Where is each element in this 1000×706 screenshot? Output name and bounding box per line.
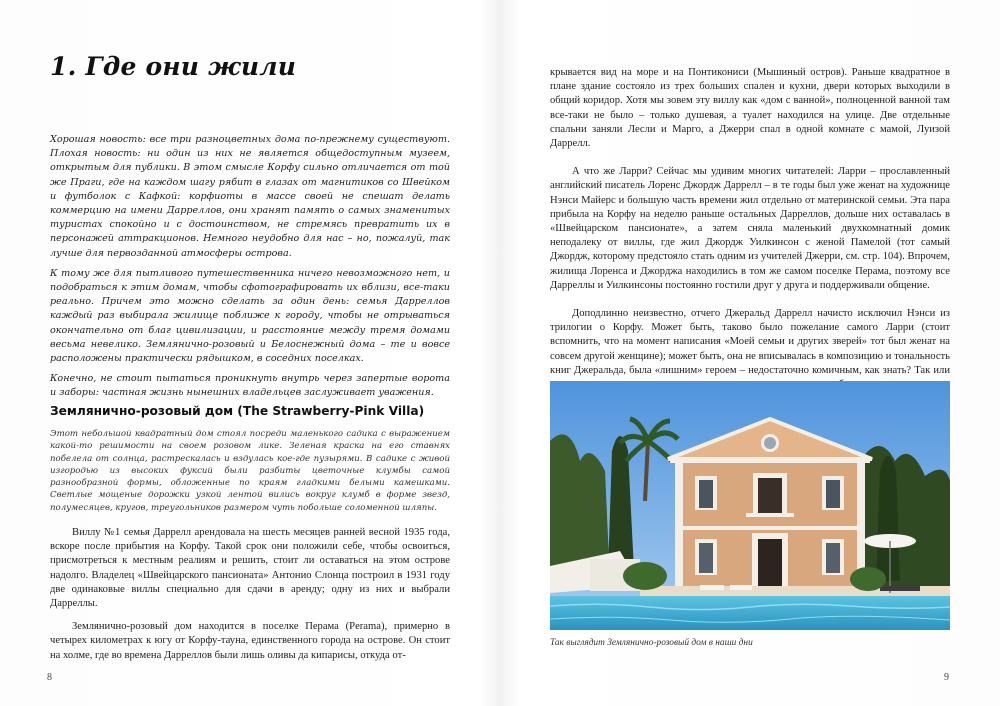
photo-caption: Так выглядит Земляничнo-розовый дом в наши дни	[550, 638, 753, 648]
page-number: 9	[944, 672, 949, 683]
body-paragraph: А что же Ларри? Сейчас мы удивим многих читателей: Ларри – прославленный английский писатель Лоренс Джордж Даррелл – в те годы был уже женат на художнице Нэнси Майерс и большую часть времени жил отдельно от материнской семьи. Эта пара прибыла на Корфу на неделю раньше остальных Дарреллов, дольше них оставалась в «Швейцарском пансионате», а затем сняла маленький двухкомнатный домик неподалеку от виллы, где жил Джордж Уилкинсон с женой Памелой (тот самый Джордж, которому предстояло стать одним из учителей Джерри, см. стр. 104). Впрочем, жилища Лоренса и Джорджа находились в том же самом поселке Перама, поэтому все Дарреллы и Уилкинсоны постоянно гостили друг у друга и поддерживали общение.	[550, 166, 950, 291]
right-body-text	[550, 66, 950, 406]
sun-lounger	[880, 586, 920, 591]
body-paragraph: Виллу №1 семья Даррелл арендовала на шесть месяцев ранней весной 1935 года, вскоре после прибытия на Корфу. Такой срок они положили себе, чтобы освоиться, присмотреться к местным реалиям и решить, стоит ли оставаться на этом острове надолго. Владелец «Швейцарского пансионата» Антонио Слонца построил в 1931 году две одинаковые виллы специально для сдачи в аренду; одну из них и выбрали Дарреллы.	[50, 527, 450, 610]
villa-photo	[550, 381, 950, 630]
intro-paragraph: Хорошая новость: все три разноцветных дома по-прежнему существуют. Плохая новость: ни один из них не является общедоступным музеем, открытым для публики. В этом смысле Корфу сильно отличается от той же Праги, где на каждом шагу рябит в глазах от магнитиков со Швейком и футболок с Кафкой: корфиоты в массе своей не спешат делать коммерцию на имени Дарреллов, они хранят память о самых знаменитых туристах спокойно и с достоинством, не стремясь превратить их в персонажей аттракционов. Немного неудобно для нас – но, пожалуй, так лучше для первозданной атмосферы острова.	[50, 134, 450, 259]
intro-text	[50, 133, 450, 407]
page-number: 8	[47, 672, 52, 683]
section-lead-quote: Этот небольшой квадратный дом стоял посреди маленького садика с выражением какой-то решимости на своем розовом лике. Зеленая краска на его ставнях побелела от солнца, растрескалась и вздулась кое-где пузырями. В садике с живой изгородью из высоких фуксий были разбиты цветочные клумбы самой разнообразной формы, обложенные по краям гладкими белыми камешками. Светлые мощеные дорожки узкой лентой вились вокруг клумб в форме звезд, полумесяцев, кругов, треугольников размером чуть побольше соломенной шляпы.	[50, 429, 450, 513]
chapter-title: 1. Где они жили	[50, 52, 297, 81]
right-page	[500, 0, 1000, 706]
body-paragraph: крывается вид на море и на Понтикониси (Мышиный остров). Раньше квадратное в плане здание состояло из трех больших спален и кухни, двери которых выходили в общий коридор. Хотя мы зовем эту виллу как «дом с ванной», полноценной ванной там все-таки не было – только душевая, а туалет находился на улице. Две отдельные спальни заняли Лесли и Марго, а Джерри спал в одной комнате с мамой, Луизой Даррелл.	[550, 67, 950, 150]
section-heading: Земляничнo-розовый дом (The Strawberry-Pink Villa)	[50, 404, 425, 418]
body-paragraph: Доподлинно неизвестно, отчего Джеральд Даррелл начисто исключил Нэнси из трилогии о Корфу. Может быть, таково было пожелание самого Ларри (стоит вспомнить, что на момент написания «Моей семьи и других зверей» тот был женат на совсем другой женщине); может быть, она не вписывалась в композицию и тональность книг Джеральда, была «лишним» героем – недостаточно комичным, как знать? Так или	[550, 308, 950, 376]
body-paragraph: Земляничнo-розовый дом находится в поселке Перама (Perama), примерно в четырех километрах к югу от Корфу-тауна, единственного города на острове. Он стоит на холме, где во времена Дарреллов были лишь оливы да кипарисы, откуда от-	[50, 621, 450, 661]
intro-paragraph: К тому же для пытливого путешественника ничего невозможного нет, и подобраться к этим домам, чтобы сфотографировать их вблизи, все-таки реально. Причем это можно сделать за один день: семья Дарреллов каждый раз выбирала жилище поближе к городу, чтобы не отрываться окончательно от благ цивилизации, и расстояние между тремя домами весьма невелико. Земляничнo-розовый и Белоснежный дома – те и вовсе расположены практически рядышком, в соседних поселках.	[50, 267, 450, 365]
swimming-pool	[550, 596, 950, 630]
left-body-text	[50, 526, 450, 672]
intro-paragraph: Конечно, не стоит пытаться проникнуть внутрь через запертые ворота и заборы: частная жизнь нынешних владельцев заслуживает уважения.	[50, 373, 450, 399]
